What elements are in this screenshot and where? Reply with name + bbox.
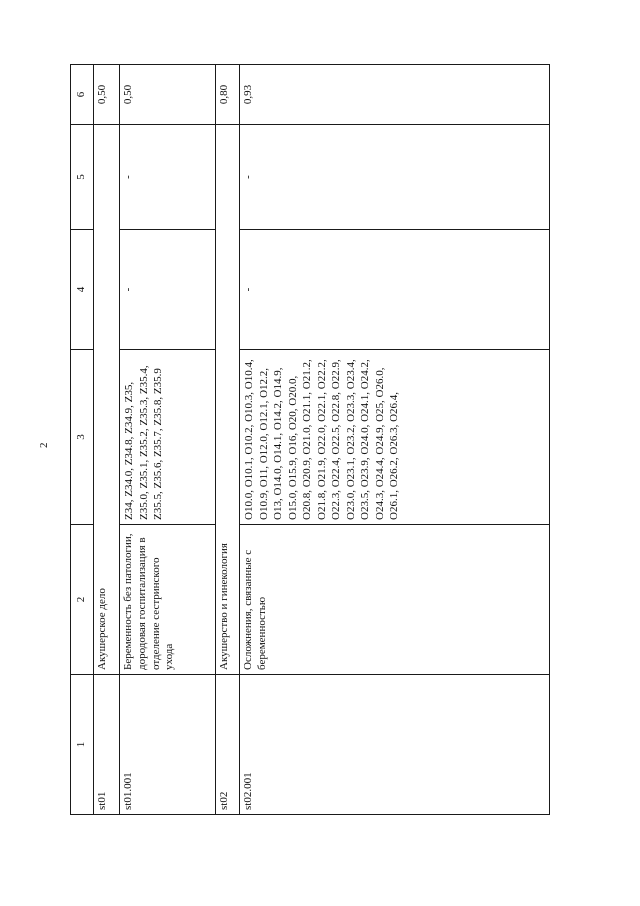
- code-cell: st01: [94, 675, 120, 815]
- section-title-cell: Акушерство и гинекология: [216, 125, 240, 675]
- code-cell: st01.001: [120, 675, 216, 815]
- code-cell: st02.001: [240, 675, 550, 815]
- rotated-table-container: [70, 65, 550, 815]
- col4-cell: -: [120, 230, 216, 350]
- header-row: [71, 65, 94, 815]
- table-row: [120, 65, 216, 815]
- header-cell: 1: [71, 675, 94, 815]
- coefficient-cell: 0,50: [120, 65, 216, 125]
- col4-cell: -: [240, 230, 550, 350]
- col5-cell: -: [120, 125, 216, 230]
- name-cell: Осложнения, связанные с беременностью: [240, 525, 550, 675]
- coefficient-cell: 0,93: [240, 65, 550, 125]
- diagnosis-codes-cell: Z34, Z34.0, Z34.8, Z34.9, Z35, Z35.0, Z35.1, Z35.2, Z35.3, Z35.4, Z35.5, Z35.6, Z35.7, Z35.8, Z35.9: [120, 350, 216, 525]
- header-cell: 6: [71, 65, 94, 125]
- col5-cell: -: [240, 125, 550, 230]
- code-cell: st02: [216, 675, 240, 815]
- section-title-cell: Акушерское дело: [94, 125, 120, 675]
- header-cell: 3: [71, 350, 94, 525]
- table-row: [240, 65, 550, 815]
- header-cell: 4: [71, 230, 94, 350]
- coefficient-cell: 0,50: [94, 65, 120, 125]
- name-cell: Беременность без патологии, дородовая госпитализация в отделение сестринского ухода: [120, 525, 216, 675]
- tariff-table: [70, 64, 550, 815]
- coefficient-cell: 0,80: [216, 65, 240, 125]
- table-row: [216, 65, 240, 815]
- header-cell: 5: [71, 125, 94, 230]
- table-row: [94, 65, 120, 815]
- page-number: 2: [38, 442, 50, 448]
- diagnosis-codes-cell: O10.0, O10.1, O10.2, O10.3, O10.4, O10.9, O11, O12.0, O12.1, O12.2, O13, O14.0, O14.1, O14.2, O14.9, O15.0, O15.9, O16, O20, O20.0, O20.8, O20.9, O21.0, O21.1, O21.2, O21.8, O21.9, O22.0, O22.1, O22.2, O22.3, O22.4, O22.5, O22.8, O22.9, O23.0, O23.1, O23.2, O23.3, O23.4, O23.5, O23.9, O24.0, O24.1, O24.2, O24.3, O24.4, O24.9, O25, O26.0, O26.1, O26.2, O26.3, O26.4,: [240, 350, 550, 525]
- header-cell: 2: [71, 525, 94, 675]
